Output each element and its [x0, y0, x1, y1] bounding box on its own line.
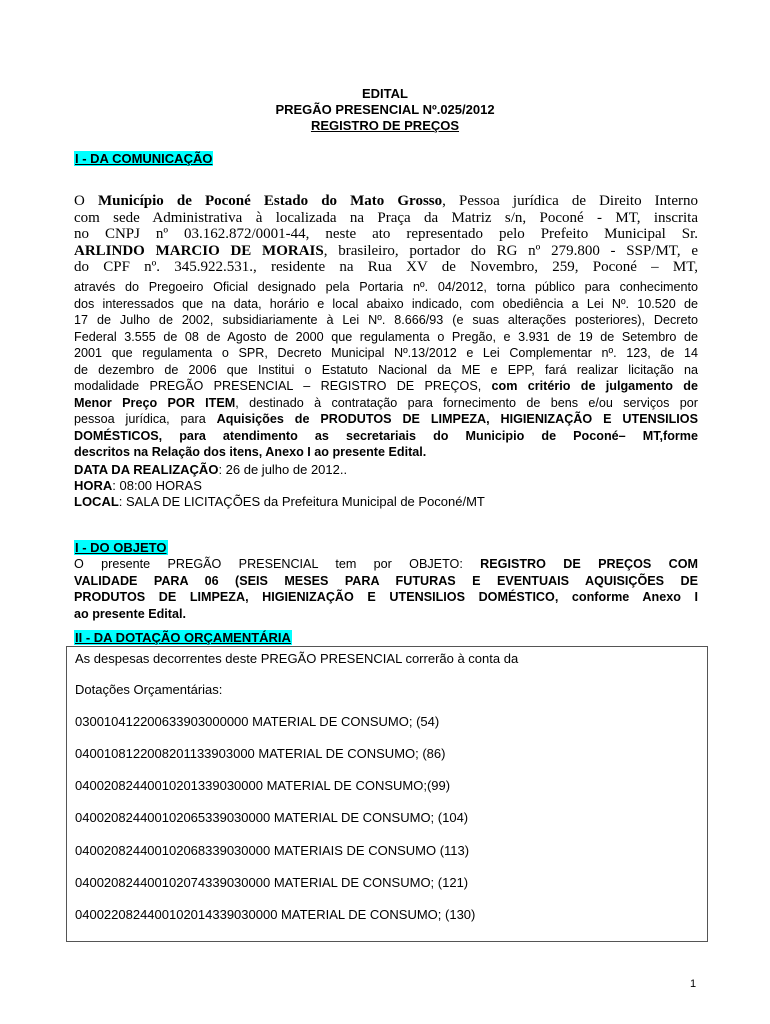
object-paragraph — [74, 556, 698, 622]
object-line: VALIDADE PARA 06 (SEIS MESES PARA FUTURAS E EVENTUAIS AQUISIÇÕES DE — [74, 573, 698, 588]
doc-registry-title: REGISTRO DE PREÇOS — [310, 118, 460, 133]
event-place: LOCAL: SALA DE LICITAÇÕES da Prefeitura Municipal de Poconé/MT — [74, 494, 485, 509]
intro-paragraph-continued — [74, 279, 698, 461]
section-object-title — [74, 540, 168, 556]
intro-line: ARLINDO MARCIO DE MORAIS, brasileiro, portador do RG nº 279.800 - SSP/MT, e — [74, 242, 698, 259]
intro-line: O Município de Poconé Estado do Mato Grosso, Pessoa jurídica de Direito Interno — [74, 193, 698, 209]
section-communication-title — [74, 151, 213, 167]
budget-intro: As despesas decorrentes deste PREGÃO PRESENCIAL correrão à conta da — [75, 651, 519, 666]
object-line: ao presente Edital. — [74, 606, 186, 621]
page-number: 1 — [690, 978, 697, 990]
doc-title: EDITAL — [362, 86, 408, 101]
intro-line: pessoa jurídica, para Aquisições de PRODUTOS DE LIMPEZA, HIGIENIZAÇÃO E UTENSILIOS — [74, 412, 698, 426]
intro-line: Federal 3.555 de 08 de Agosto de 2000 que regulamenta o Pregão, e 3.931 de 19 de Setembro de — [74, 329, 698, 344]
budget-item: 0400220824400102014339030000 MATERIAL DE CONSUMO; (130) — [75, 907, 476, 922]
intro-line: com sede Administrativa à localizada na Praça da Matriz s/n, Poconé - MT, inscrita — [74, 209, 698, 226]
budget-item: 040020824400102065339030000 MATERIAL DE CONSUMO; (104) — [75, 810, 469, 825]
budget-item: 040020824400102074339030000 MATERIAL DE CONSUMO; (121) — [75, 875, 469, 890]
intro-line: 17 de Julho de 2002, subsidiariamente à Lei Nº. 8.666/93 (e suas alterações posteriores), Decreto — [74, 313, 698, 327]
budget-box — [66, 646, 708, 942]
budget-item: 0400108122008201133903000 MATERIAL DE CONSUMO; (86) — [75, 746, 446, 761]
section-communication-label: I - DA COMUNICAÇÃO — [75, 151, 213, 166]
intro-line: de dezembro de 2006 que Institui o Estatuto Nacional da ME e EPP, fará realizar licitação na — [74, 362, 698, 377]
intro-line: 2001 que regulamenta o SPR, Decreto Municipal Nº.13/2012 e Lei Complementar nº. 123, de 14 — [74, 346, 698, 360]
intro-line: dos interessados que na data, horário e local abaixo indicado, com obediência a Lei Nº. 10.520 de — [74, 296, 698, 311]
intro-paragraph — [74, 193, 698, 276]
budget-label: Dotações Orçamentárias: — [75, 682, 223, 697]
object-line: O presente PREGÃO PRESENCIAL tem por OBJETO: REGISTRO DE PREÇOS COM — [74, 557, 698, 571]
intro-line: DOMÉSTICOS, para atendimento as secretariais do Municipio de Poconé– MT,forme — [74, 428, 698, 443]
intro-line: Menor Preço POR ITEM, destinado à contratação para fornecimento de bens e/ou serviços por — [74, 395, 699, 410]
section-object-label: I - DO OBJETO — [75, 540, 167, 555]
object-line: PRODUTOS DE LIMPEZA, HIGIENIZAÇÃO E UTENSILIOS DOMÉSTICO, conforme Anexo I — [74, 590, 698, 604]
section-budget-title — [74, 630, 292, 646]
intro-line: descritos na Relação dos itens, Anexo I ao presente Edital. — [74, 445, 427, 459]
intro-line: do CPF nº. 345.922.531., residente na Rua XV de Novembro, 259, Poconé – MT, — [74, 259, 698, 275]
intro-line: modalidade PREGÃO PRESENCIAL – REGISTRO DE PREÇOS, com critério de julgamento de — [74, 379, 698, 393]
intro-line: através do Pregoeiro Oficial designado pela Portaria nº. 04/2012, torna público para conhecimento — [74, 280, 698, 294]
budget-item: 04002082440010201339030000 MATERIAL DE CONSUMO;(99) — [75, 778, 451, 793]
intro-line: no CNPJ nº 03.162.872/0001-44, neste ato representado pelo Prefeito Municipal Sr. — [74, 226, 698, 242]
event-date: DATA DA REALIZAÇÃO: 26 de julho de 2012.. — [74, 462, 348, 477]
section-budget-label: II - DA DOTAÇÃO ORÇAMENTÁRIA — [75, 630, 291, 645]
budget-item: 030010412200633903000000 MATERIAL DE CONSUMO; (54) — [75, 714, 440, 729]
event-time: HORA: 08:00 HORAS — [74, 478, 202, 493]
budget-item: 040020824400102068339030000 MATERIAIS DE CONSUMO (113) — [75, 843, 470, 858]
doc-subtitle: PREGÃO PRESENCIAL Nº.025/2012 — [275, 102, 495, 117]
